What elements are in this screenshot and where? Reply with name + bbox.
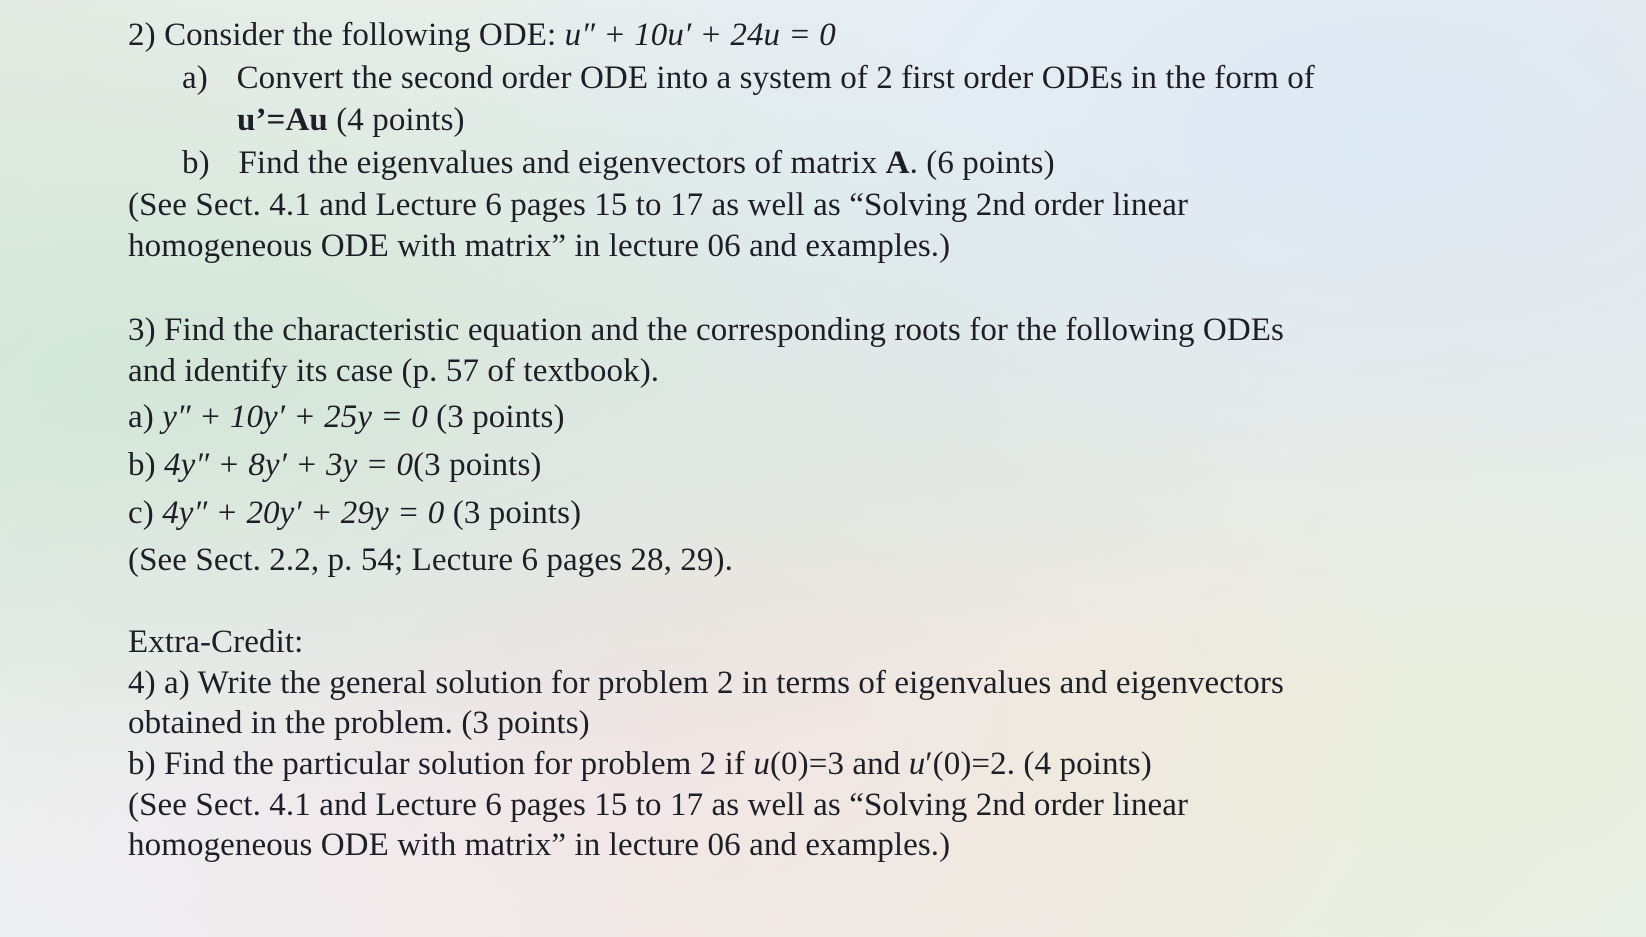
problem-3b-equation: 4y″ + 8y′ + 3y = 0 <box>164 447 414 483</box>
problem-2-ref-line1: (See Sect. 4.1 and Lecture 6 pages 15 to 17 as well as “Solving 2nd order linear <box>128 187 1189 223</box>
extra-4b-cond1-var: u <box>753 746 770 782</box>
extra-ref-line2: homogeneous ODE with matrix” in lecture 06 and examples.) <box>128 827 951 863</box>
problem-2-heading <box>128 15 836 55</box>
extra-4a-line2: obtained in the problem. (3 points) <box>128 705 590 741</box>
problem-3-ref: (See Sect. 2.2, p. 54; Lecture 6 pages 28, 29). <box>128 542 733 578</box>
problem-3-intro-line1: 3) Find the characteristic equation and the corresponding roots for the following ODEs <box>128 312 1284 348</box>
problem-3b-points: (3 points) <box>413 447 542 483</box>
extra-4a-line1: 4) a) Write the general solution for problem 2 in terms of eigenvalues and eigenvectors <box>128 665 1284 701</box>
extra-ref-line1: (See Sect. 4.1 and Lecture 6 pages 15 to 17 as well as “Solving 2nd order linear <box>128 787 1189 823</box>
problem-2a-line1 <box>182 58 1315 98</box>
extra-4b-text: b) Find the particular solution for problem 2 if <box>128 746 754 782</box>
problem-3a-line <box>128 397 565 437</box>
extra-credit-heading: Extra-Credit: <box>128 624 304 660</box>
problem-2a-form: u’=Au <box>237 102 328 138</box>
problem-2a-line2 <box>237 100 465 140</box>
problem-2b-line <box>182 143 1055 183</box>
problem-3c-line <box>128 493 581 533</box>
problem-2-number: 2) <box>128 17 156 53</box>
problem-3c-equation: 4y″ + 20y′ + 29y = 0 <box>162 495 445 531</box>
problem-2-intro: Consider the following ODE: <box>164 17 565 53</box>
problem-3a-equation: y″ + 10y′ + 25y = 0 <box>162 399 428 435</box>
problem-3b-label: b) <box>128 447 165 483</box>
problem-2b-matrix: A <box>885 145 910 181</box>
problem-2b-text: Find the eigenvalues and eigenvectors of matrix <box>238 145 886 181</box>
problem-2a-points: (4 points) <box>327 102 465 138</box>
problem-3c-label: c) <box>128 495 163 531</box>
problem-2b-label: b) <box>182 145 210 181</box>
extra-4b-line <box>128 744 1152 784</box>
problem-2a-label: a) <box>182 60 208 96</box>
extra-4b-cond2-var: u <box>908 746 926 782</box>
problem-3c-points: (3 points) <box>444 495 582 531</box>
problem-2a-text: Convert the second order ODE into a system of 2 first order ODEs in the form of <box>236 60 1315 96</box>
problem-3a-points: (3 points) <box>427 399 565 435</box>
problem-3b-line <box>128 445 541 485</box>
extra-4b-cond2: ′(0)=2. (4 points) <box>925 746 1152 782</box>
problem-2-equation: u″ + 10u′ + 24u = 0 <box>564 17 836 53</box>
problem-2-ref-line2: homogeneous ODE with matrix” in lecture 06 and examples.) <box>128 228 951 264</box>
problem-3a-label: a) <box>128 399 163 435</box>
problem-2b-points: . (6 points) <box>909 145 1055 181</box>
extra-4b-cond1: (0)=3 and <box>769 746 909 782</box>
problem-3-intro-line2: and identify its case (p. 57 of textbook). <box>128 353 660 389</box>
